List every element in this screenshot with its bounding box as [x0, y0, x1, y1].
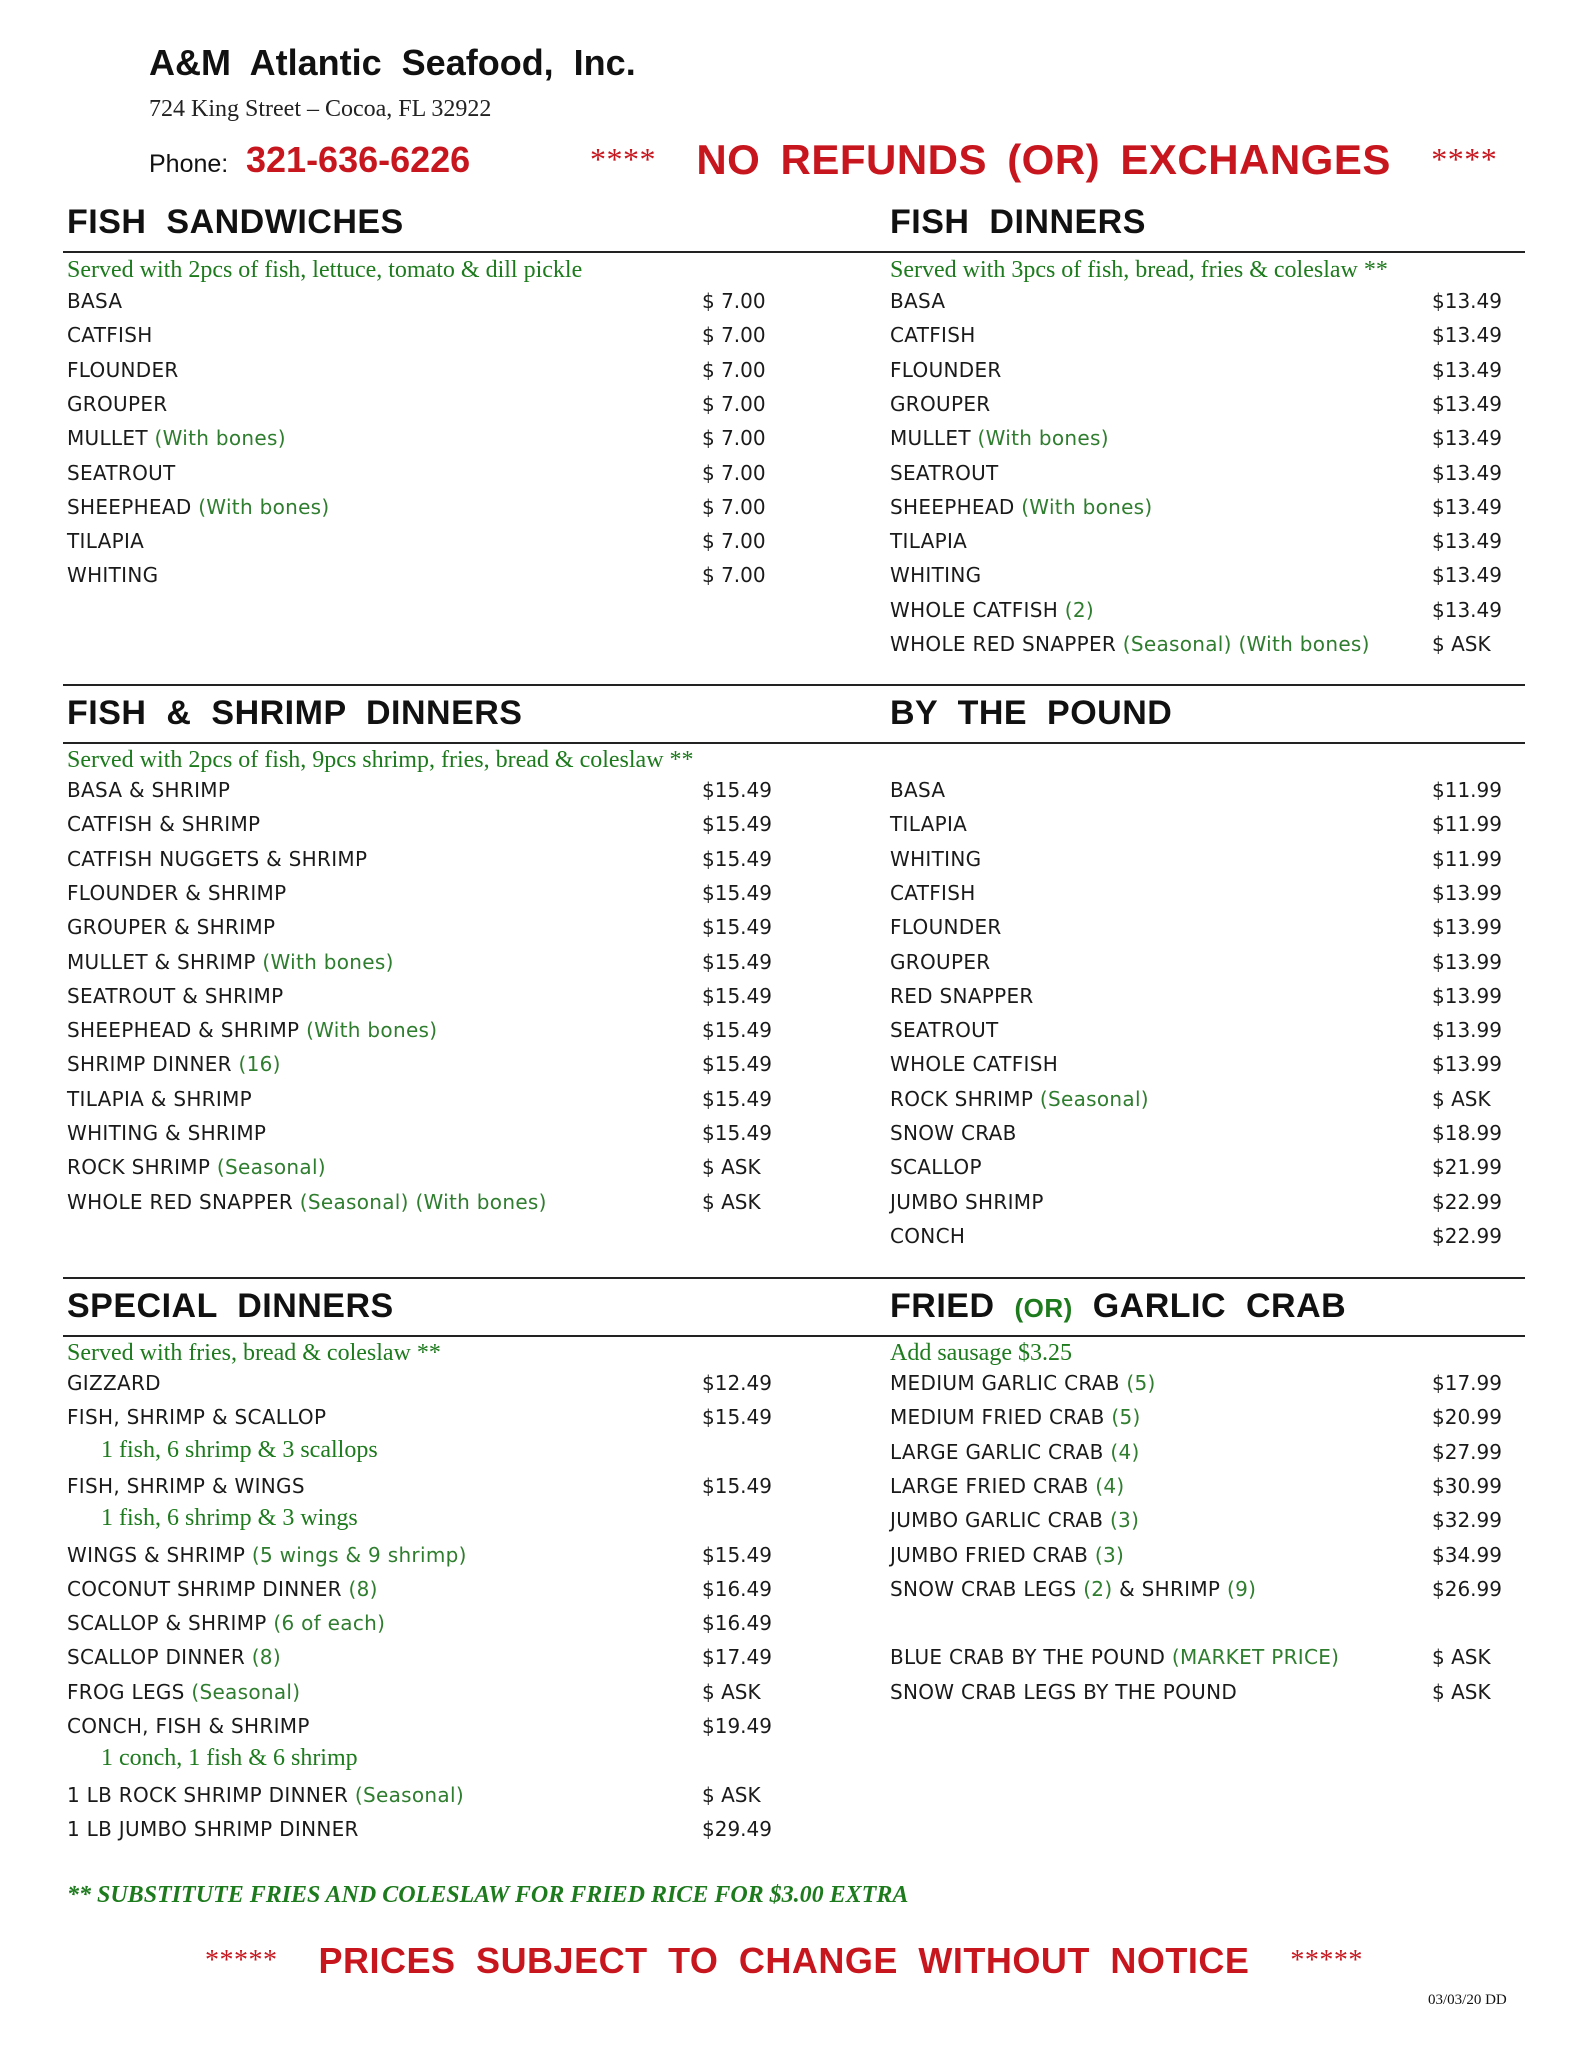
fish-dinner-item: [890, 323, 976, 347]
fish-shrimp-item-name: CATFISH & SHRIMP: [67, 812, 261, 837]
crab-item-price: $34.99: [1432, 1542, 1502, 1567]
by-pound-item-price: $13.99: [1432, 880, 1502, 905]
special-dinner-item-name: FROG LEGS: [67, 1679, 185, 1704]
fish-shrimp-item: [67, 1121, 266, 1145]
special-dinners-note: Served with fries, bread & coleslaw **: [67, 1340, 441, 1366]
section-title-fish-sandwiches: FISH SANDWICHES: [67, 203, 404, 241]
by-pound-item: [890, 915, 1002, 939]
by-pound-item-name: SNOW CRAB: [890, 1121, 1017, 1145]
fish-dinner-item-name: WHOLE RED SNAPPER: [890, 632, 1117, 656]
fish-sandwich-item-price: $ 7.00: [702, 323, 766, 348]
by-pound-item-price: $22.99: [1432, 1189, 1502, 1214]
by-pound-item: [890, 881, 976, 905]
crab-item-name: MEDIUM GARLIC CRAB: [890, 1371, 1120, 1395]
special-dinner-item-price: $19.49: [702, 1714, 772, 1738]
fish-shrimp-item-name: WHOLE RED SNAPPER: [67, 1189, 294, 1214]
special-dinner-item-name: COCONUT SHRIMP DINNER: [67, 1576, 342, 1601]
fish-dinner-item-extra: (With bones): [1021, 494, 1153, 519]
by-pound-item-price: $13.99: [1432, 983, 1502, 1008]
fish-shrimp-item-price: $15.49: [702, 812, 772, 837]
fish-dinner-item-price: $13.49: [1432, 426, 1502, 451]
special-dinner-item-name: CONCH, FISH & SHRIMP: [67, 1714, 310, 1738]
crab-item: [890, 1543, 1124, 1567]
fish-dinner-item-price: $ ASK: [1432, 632, 1491, 656]
crab-item-name: JUMBO FRIED CRAB: [890, 1542, 1089, 1567]
by-pound-item-price: $11.99: [1432, 812, 1502, 837]
crab-item: [890, 1405, 1141, 1429]
by-pound-item-price: $11.99: [1432, 778, 1502, 802]
crab-item-name: BLUE CRAB BY THE POUND: [890, 1645, 1166, 1670]
special-dinner-item-extra: (Seasonal): [354, 1782, 464, 1807]
fish-dinner-item-price: $13.49: [1432, 391, 1502, 416]
crab-item-price: $26.99: [1432, 1576, 1502, 1601]
fish-shrimp-item: [67, 984, 283, 1008]
company-address: 724 King Street – Cocoa, FL 32922: [149, 96, 492, 122]
fish-sandwich-item: [67, 426, 286, 450]
fish-dinner-item: [890, 495, 1153, 519]
fish-sandwich-item-name: FLOUNDER: [67, 357, 179, 382]
no-refunds-notice: [590, 136, 1497, 184]
fish-dinner-item-name: WHOLE CATFISH: [890, 597, 1059, 622]
special-dinner-item: [67, 1474, 305, 1498]
crab-item: [890, 1577, 1256, 1601]
fish-dinner-item-name: SHEEPHEAD: [890, 494, 1015, 519]
fish-shrimp-item-price: $15.49: [702, 846, 772, 871]
fish-shrimp-item-price: $15.49: [702, 880, 772, 905]
fish-dinner-item-price: $13.49: [1432, 597, 1502, 622]
fish-dinner-item: [890, 358, 1002, 382]
notice-stars-left: ****: [590, 141, 656, 177]
crab-item-price: $30.99: [1432, 1473, 1502, 1498]
special-dinner-item: [67, 1680, 300, 1704]
fish-sandwich-item-name: CATFISH: [67, 323, 153, 348]
crab-item-name: LARGE GARLIC CRAB: [890, 1439, 1104, 1464]
fish-dinner-item: [890, 289, 945, 313]
fish-sandwich-item-name: GROUPER: [67, 391, 168, 416]
by-pound-item: [890, 984, 1034, 1008]
by-pound-item: [890, 1087, 1149, 1111]
footer-stars-left: *****: [205, 1945, 278, 1976]
crab-item-price: $17.99: [1432, 1371, 1502, 1395]
fish-dinner-item: [890, 598, 1094, 622]
divider-1: [63, 251, 1525, 253]
by-pound-item: [890, 1121, 1017, 1145]
fish-sandwich-item-price: $ 7.00: [702, 357, 766, 382]
fish-shrimp-item-name: TILAPIA & SHRIMP: [67, 1086, 252, 1111]
fish-sandwich-item-name: MULLET: [67, 426, 148, 451]
fish-sandwich-item-name: WHITING: [67, 563, 159, 588]
special-dinner-item-price: $12.49: [702, 1371, 772, 1395]
special-dinner-sub-note: 1 fish, 6 shrimp & 3 scallops: [101, 1436, 378, 1463]
crab-item: [890, 1645, 1339, 1669]
fish-sandwich-item: [67, 461, 176, 485]
fish-dinner-item-extra2: (With bones): [1238, 632, 1370, 656]
fish-dinner-item-price: $13.49: [1432, 289, 1502, 313]
fish-dinner-item: [890, 461, 999, 485]
fish-shrimp-item: [67, 950, 394, 974]
by-pound-item-name: BASA: [890, 778, 946, 802]
fish-shrimp-item: [67, 881, 286, 905]
fish-shrimp-item-extra: (With bones): [262, 949, 394, 974]
special-dinner-item-extra: (Seasonal): [191, 1679, 301, 1704]
section-title-by-the-pound: BY THE POUND: [890, 694, 1173, 732]
by-pound-item-name: CATFISH: [890, 880, 976, 905]
crab-note: Add sausage $3.25: [890, 1340, 1072, 1366]
special-dinner-item-price: $17.49: [702, 1645, 772, 1670]
fish-sandwich-item: [67, 495, 330, 519]
phone-label: Phone:: [149, 150, 229, 178]
fish-shrimp-item-name: WHITING & SHRIMP: [67, 1121, 267, 1145]
fish-shrimp-item-name: MULLET & SHRIMP: [67, 949, 256, 974]
fish-dinner-item-name: SEATROUT: [890, 460, 999, 485]
crab-item-price: $ ASK: [1432, 1645, 1491, 1670]
by-pound-item: [890, 812, 967, 836]
special-dinner-item-price: $15.49: [702, 1473, 772, 1498]
by-pound-item-name: CONCH: [890, 1223, 966, 1248]
fish-dinner-item-extra: (With bones): [977, 426, 1109, 451]
fish-sandwich-item: [67, 358, 179, 382]
special-dinner-item: [67, 1611, 385, 1635]
fish-dinner-item-name: BASA: [890, 289, 946, 313]
crab-item-extra: (2): [1083, 1576, 1113, 1601]
fish-sandwich-item-price: $ 7.00: [702, 563, 766, 588]
fish-dinner-item-extra: (2): [1064, 597, 1094, 622]
by-pound-item-name: TILAPIA: [890, 812, 968, 837]
special-dinner-sub-note: 1 conch, 1 fish & 6 shrimp: [101, 1745, 358, 1772]
fish-shrimp-note: Served with 2pcs of fish, 9pcs shrimp, fries, bread & coleslaw **: [67, 747, 694, 773]
special-dinner-item-price: $15.49: [702, 1405, 772, 1430]
fish-shrimp-item-price: $15.49: [702, 778, 772, 802]
fish-shrimp-item-name: SHEEPHEAD & SHRIMP: [67, 1018, 300, 1043]
fish-shrimp-item-price: $15.49: [702, 1121, 772, 1145]
fish-shrimp-item-name: GROUPER & SHRIMP: [67, 915, 276, 940]
fish-shrimp-item: [67, 847, 367, 871]
crab-item-price: $32.99: [1432, 1508, 1502, 1533]
by-pound-item-price: $13.99: [1432, 1052, 1502, 1077]
divider-3: [63, 742, 1525, 744]
fish-sandwich-item: [67, 529, 144, 553]
notice-text: NO REFUNDS (OR) EXCHANGES: [696, 136, 1391, 183]
fish-sandwich-item-price: $ 7.00: [702, 391, 766, 416]
by-pound-item-price: $11.99: [1432, 846, 1502, 871]
by-pound-item-price: $18.99: [1432, 1121, 1502, 1145]
by-pound-item-price: $13.99: [1432, 915, 1502, 940]
footer-notice-text: PRICES SUBJECT TO CHANGE WITHOUT NOTICE: [318, 1940, 1250, 1981]
fish-sandwich-item-price: $ 7.00: [702, 460, 766, 485]
crab-item: [890, 1680, 1237, 1704]
special-dinner-item: [67, 1645, 281, 1669]
fish-shrimp-item: [67, 915, 275, 939]
by-pound-item: [890, 1052, 1058, 1076]
fish-dinner-item-name: WHITING: [890, 563, 982, 588]
fish-shrimp-item-name: BASA & SHRIMP: [67, 778, 231, 802]
crab-title-garlic: GARLIC CRAB: [1092, 1287, 1347, 1325]
section-title-crab: [890, 1287, 1346, 1326]
fish-sandwich-item-name: SHEEPHEAD: [67, 494, 192, 519]
fish-dinners-note: Served with 3pcs of fish, bread, fries & coleslaw **: [890, 257, 1388, 283]
fish-shrimp-item-price: $15.49: [702, 915, 772, 940]
special-dinner-item: [67, 1783, 464, 1807]
by-pound-item-price: $22.99: [1432, 1223, 1502, 1248]
fish-shrimp-item: [67, 1155, 326, 1179]
crab-item-name: SNOW CRAB LEGS BY THE POUND: [890, 1679, 1238, 1704]
special-dinner-item-price: $16.49: [702, 1611, 772, 1636]
fish-shrimp-item-price: $15.49: [702, 949, 772, 974]
fish-shrimp-item-name: SEATROUT & SHRIMP: [67, 983, 284, 1008]
fish-shrimp-item-extra: (Seasonal): [299, 1189, 409, 1214]
fish-dinner-item-price: $13.49: [1432, 323, 1502, 348]
prices-notice: [205, 1940, 1363, 1982]
by-pound-item: [890, 1155, 982, 1179]
fish-dinner-item-name: TILAPIA: [890, 529, 968, 554]
crab-item: [890, 1440, 1140, 1464]
special-dinner-item-name: FISH, SHRIMP & WINGS: [67, 1473, 305, 1498]
fish-shrimp-item-extra: (16): [238, 1052, 281, 1077]
fish-dinner-item: [890, 529, 967, 553]
fish-shrimp-item-name: FLOUNDER & SHRIMP: [67, 880, 287, 905]
special-dinner-item: [67, 1714, 310, 1738]
fish-sandwich-item-extra: (With bones): [154, 426, 286, 451]
fish-dinner-item-price: $13.49: [1432, 460, 1502, 485]
substitute-note: ** SUBSTITUTE FRIES AND COLESLAW FOR FRIED RICE FOR $3.00 EXTRA: [67, 1882, 909, 1908]
by-pound-item: [890, 1018, 999, 1042]
date-code: 03/03/20 DD: [1428, 1992, 1507, 2008]
fish-shrimp-item-price: $ ASK: [702, 1189, 761, 1214]
by-pound-item: [890, 1190, 1044, 1214]
by-pound-item-price: $13.99: [1432, 1018, 1502, 1043]
special-dinner-item-name: GIZZARD: [67, 1371, 161, 1395]
by-pound-item-extra: (Seasonal): [1039, 1086, 1149, 1111]
by-pound-item-price: $13.99: [1432, 949, 1502, 974]
crab-item-price: $20.99: [1432, 1405, 1502, 1430]
fish-dinner-item: [890, 426, 1109, 450]
fish-shrimp-item-name: ROCK SHRIMP: [67, 1155, 211, 1180]
crab-item-extra: (MARKET PRICE): [1171, 1645, 1340, 1670]
by-pound-item: [890, 778, 945, 802]
crab-item: [890, 1508, 1139, 1532]
special-dinner-item: [67, 1577, 378, 1601]
crab-item-extra2: (9): [1226, 1576, 1257, 1601]
crab-item-name: SNOW CRAB LEGS: [890, 1576, 1077, 1601]
fish-shrimp-item-price: $15.49: [702, 1052, 772, 1077]
crab-item-extra: (3): [1094, 1542, 1125, 1567]
special-dinner-item-price: $29.49: [702, 1816, 772, 1841]
special-dinner-item: [67, 1543, 467, 1567]
special-dinner-item-name: SCALLOP DINNER: [67, 1645, 246, 1670]
fish-shrimp-item: [67, 778, 230, 802]
by-pound-item-name: FLOUNDER: [890, 915, 1002, 940]
fish-dinner-item-name: FLOUNDER: [890, 357, 1002, 382]
fish-shrimp-item: [67, 1018, 437, 1042]
special-dinner-item-price: $16.49: [702, 1576, 772, 1601]
fish-sandwich-item-name: TILAPIA: [67, 529, 145, 554]
fish-shrimp-item-name: CATFISH NUGGETS & SHRIMP: [67, 846, 368, 871]
fish-sandwich-item-price: $ 7.00: [702, 289, 766, 313]
section-title-fish-dinners: FISH DINNERS: [890, 203, 1146, 241]
company-name: A&M Atlantic Seafood, Inc.: [149, 42, 636, 83]
crab-item: [890, 1474, 1125, 1498]
fish-shrimp-item: [67, 1190, 547, 1214]
by-pound-item-price: $ ASK: [1432, 1086, 1491, 1111]
special-dinner-item-price: $ ASK: [702, 1679, 761, 1704]
fish-sandwich-item-name: BASA: [67, 289, 123, 313]
special-dinner-item-name: SCALLOP & SHRIMP: [67, 1611, 267, 1636]
fish-sandwich-item-extra: (With bones): [198, 494, 330, 519]
fish-dinner-item: [890, 632, 1370, 656]
crab-item-price: $ ASK: [1432, 1679, 1491, 1704]
fish-dinner-item-price: $13.49: [1432, 563, 1502, 588]
fish-sandwich-item: [67, 392, 167, 416]
crab-item-extra: (4): [1110, 1439, 1140, 1464]
fish-shrimp-item-extra2: (With bones): [415, 1189, 547, 1214]
divider-2: [63, 684, 1525, 686]
special-dinner-item-name: 1 LB ROCK SHRIMP DINNER: [67, 1782, 349, 1807]
crab-title-fried: FRIED: [890, 1287, 995, 1325]
special-dinner-item: [67, 1817, 359, 1841]
fish-dinner-item-name: GROUPER: [890, 391, 991, 416]
crab-item-extra: (4): [1095, 1473, 1125, 1498]
by-pound-item: [890, 950, 990, 974]
crab-item-name: LARGE FRIED CRAB: [890, 1473, 1089, 1498]
fish-dinner-item: [890, 392, 990, 416]
special-dinner-item-extra: (8): [348, 1576, 378, 1601]
fish-shrimp-item-name: SHRIMP DINNER: [67, 1052, 232, 1077]
fish-shrimp-item-extra: (With bones): [306, 1018, 438, 1043]
crab-item-extra: (5): [1126, 1371, 1156, 1395]
crab-title-or: (OR): [1014, 1293, 1073, 1323]
by-pound-item-price: $21.99: [1432, 1155, 1502, 1180]
fish-dinner-item-price: $13.49: [1432, 494, 1502, 519]
fish-sandwich-item-price: $ 7.00: [702, 426, 766, 451]
fish-dinner-item-price: $13.49: [1432, 357, 1502, 382]
crab-item-name: MEDIUM FRIED CRAB: [890, 1405, 1105, 1430]
fish-shrimp-item-price: $15.49: [702, 983, 772, 1008]
by-pound-item-name: WHITING: [890, 846, 982, 871]
fish-dinner-item-name: MULLET: [890, 426, 971, 451]
by-pound-item-name: ROCK SHRIMP: [890, 1086, 1034, 1111]
fish-shrimp-item-extra: (Seasonal): [216, 1155, 326, 1180]
crab-item-price: $27.99: [1432, 1439, 1502, 1464]
crab-item-extra: (5): [1111, 1405, 1141, 1430]
special-dinner-item-name: WINGS & SHRIMP: [67, 1542, 246, 1567]
special-dinner-item-extra: (6 of each): [273, 1611, 386, 1636]
by-pound-item-name: SEATROUT: [890, 1018, 999, 1043]
fish-sandwich-item-price: $ 7.00: [702, 529, 766, 554]
divider-4: [63, 1277, 1525, 1279]
by-pound-item: [890, 847, 981, 871]
by-pound-item-name: JUMBO SHRIMP: [890, 1189, 1044, 1214]
special-dinner-item: [67, 1405, 326, 1429]
fish-sandwiches-note: Served with 2pcs of fish, lettuce, tomato & dill pickle: [67, 257, 583, 283]
fish-sandwich-item-name: SEATROUT: [67, 460, 176, 485]
fish-sandwich-item: [67, 563, 158, 587]
fish-sandwich-item: [67, 323, 153, 347]
special-dinner-item-price: $ ASK: [702, 1782, 761, 1807]
section-title-special-dinners: SPECIAL DINNERS: [67, 1287, 394, 1325]
notice-stars-right: ****: [1431, 141, 1498, 177]
by-pound-item-name: RED SNAPPER: [890, 983, 1034, 1008]
fish-sandwich-item-price: $ 7.00: [702, 494, 766, 519]
footer-stars-right: *****: [1290, 1945, 1363, 1976]
by-pound-item: [890, 1224, 965, 1248]
special-dinner-item-price: $15.49: [702, 1542, 772, 1567]
by-pound-item-name: GROUPER: [890, 949, 991, 974]
special-dinner-item-extra: (5 wings & 9 shrimp): [251, 1542, 467, 1567]
divider-5: [63, 1335, 1525, 1337]
special-dinner-item-extra: (8): [251, 1645, 281, 1670]
special-dinner-item-name: FISH, SHRIMP & SCALLOP: [67, 1405, 327, 1430]
by-pound-item-name: SCALLOP: [890, 1155, 982, 1180]
fish-shrimp-item-price: $ ASK: [702, 1155, 761, 1180]
special-dinner-sub-note: 1 fish, 6 shrimp & 3 wings: [101, 1505, 358, 1532]
fish-shrimp-item-price: $15.49: [702, 1086, 772, 1111]
fish-sandwich-item: [67, 289, 122, 313]
fish-shrimp-item: [67, 1052, 281, 1076]
crab-item-extra: (3): [1109, 1508, 1140, 1533]
crab-item: [890, 1371, 1156, 1395]
section-title-fish-shrimp-dinners: FISH & SHRIMP DINNERS: [67, 694, 523, 732]
fish-dinner-item-name: CATFISH: [890, 323, 976, 348]
phone-number: 321-636-6226: [246, 139, 471, 180]
fish-shrimp-item: [67, 1087, 252, 1111]
fish-shrimp-item: [67, 812, 260, 836]
crab-item-name: JUMBO GARLIC CRAB: [890, 1508, 1104, 1533]
fish-dinner-item: [890, 563, 981, 587]
special-dinner-item-name: 1 LB JUMBO SHRIMP DINNER: [67, 1816, 359, 1841]
fish-dinner-item-extra: (Seasonal): [1122, 632, 1232, 656]
special-dinner-item: [67, 1371, 161, 1395]
crab-item-name2: & SHRIMP: [1119, 1576, 1221, 1601]
by-pound-item-name: WHOLE CATFISH: [890, 1052, 1059, 1077]
fish-dinner-item-price: $13.49: [1432, 529, 1502, 554]
fish-shrimp-item-price: $15.49: [702, 1018, 772, 1043]
